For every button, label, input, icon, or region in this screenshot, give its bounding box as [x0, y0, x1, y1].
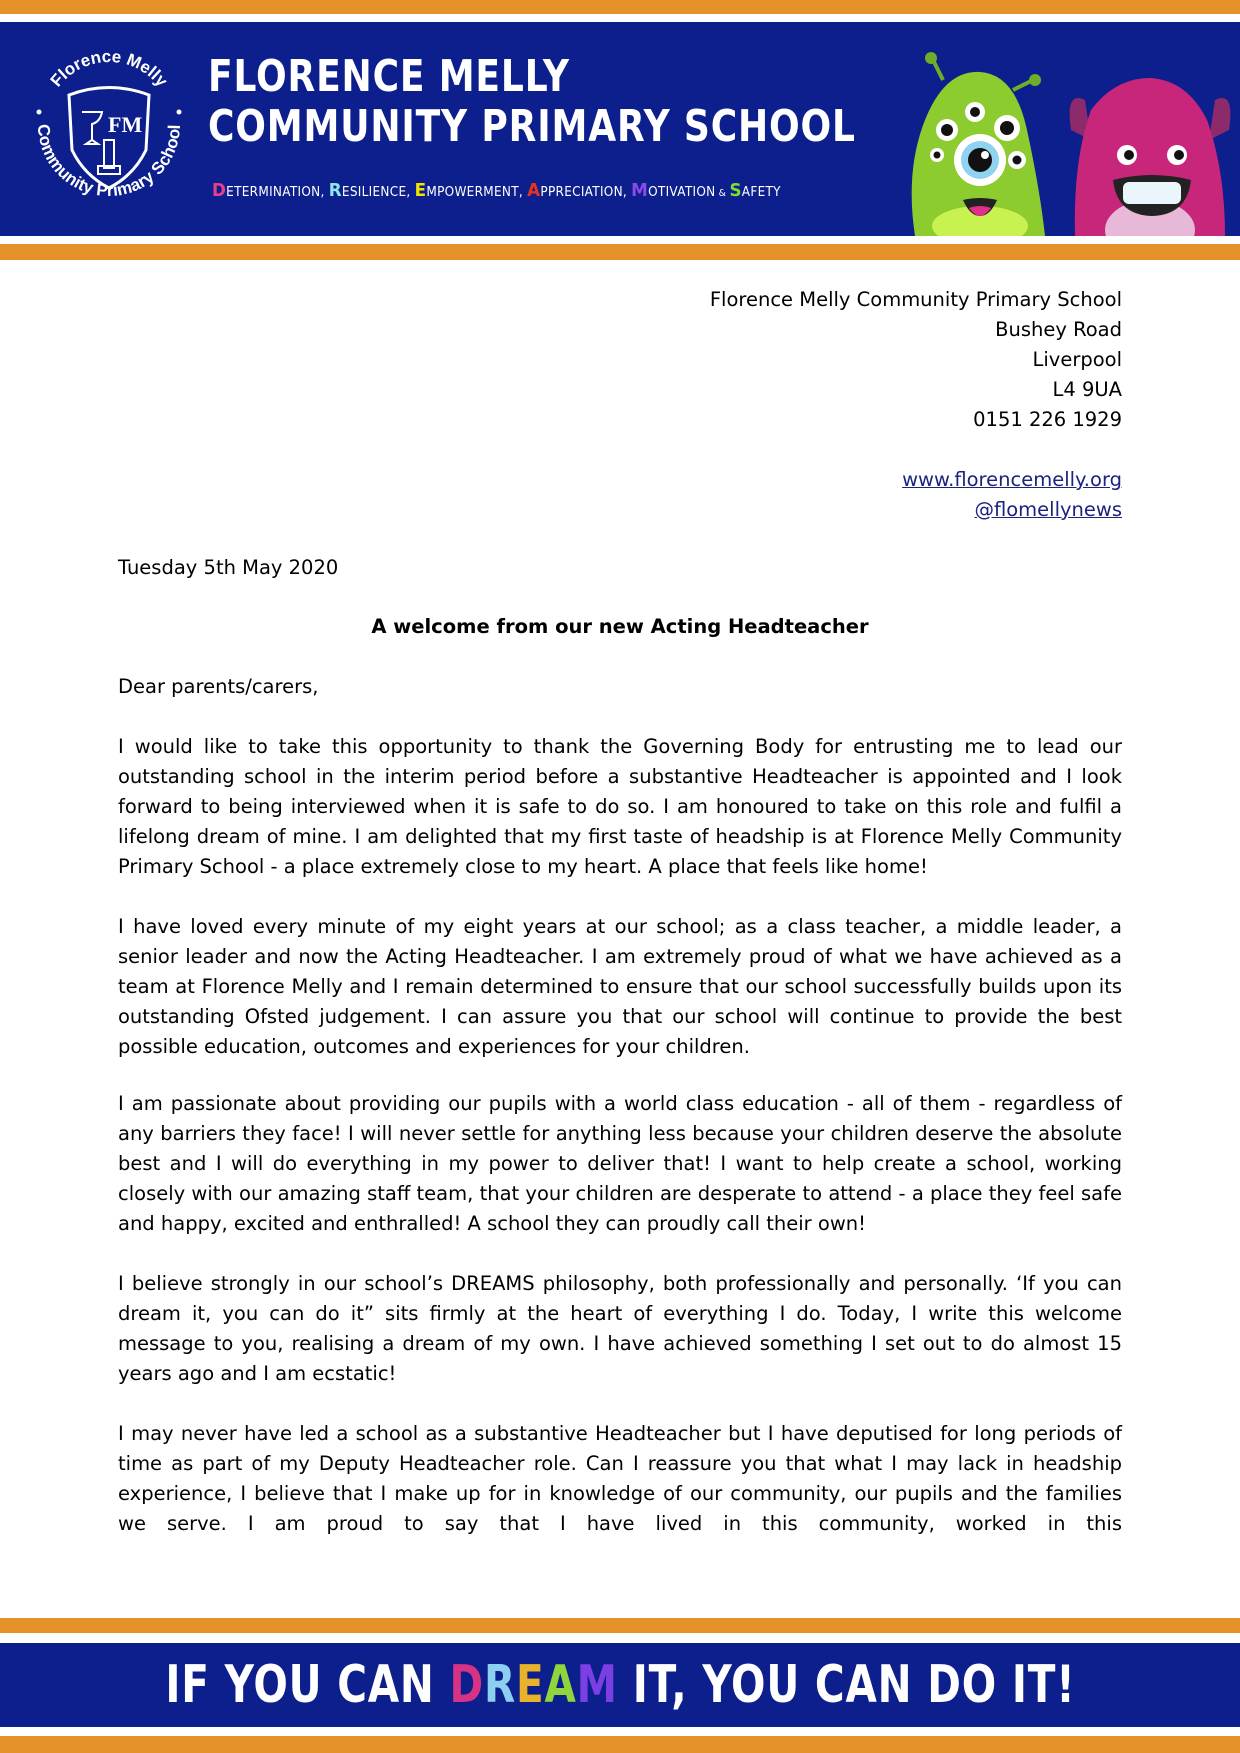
twitter-link[interactable]: @flomellynews — [974, 498, 1122, 521]
value-empowerment: EMPOWERMENT, — [414, 180, 528, 201]
mascot-monsters-illustration — [895, 50, 1240, 236]
letter-paragraph: I would like to take this opportunity to thank the Governing Body for entrusting me to lead our outstanding school in the interim period before a substantive Headteacher is appointed and I look forward to being interviewed when it is safe to do so. I am honoured to take on this role and fulfil a lifelong dream of mine. I am delighted that my first taste of headship is at Florence Melly Community Primary School - a place extremely close to my heart. A place that feels like home! — [118, 735, 1122, 878]
svg-text:Community Primary School: Community Primary School — [33, 123, 185, 201]
school-address-block — [710, 285, 1122, 525]
letter-heading: A welcome from our new Acting Headteacher — [371, 615, 869, 638]
value-resilience: RESILIENCE, — [328, 180, 415, 201]
address-street: Bushey Road — [995, 318, 1122, 341]
footer-motto: IF YOU CAN DREAM IT, YOU CAN DO IT! — [164, 1655, 1076, 1715]
footer-bottom-stripe — [0, 1736, 1240, 1753]
school-title-line1: FLORENCE MELLY — [208, 51, 570, 102]
letter-paragraph: I have loved every minute of my eight years at our school; as a class teacher, a middle leader, a senior leader and now the Acting Headteacher. I am extremely proud of what we have achieved as a team at Florence Melly and I remain determined to ensure that our school successfully builds upon its outstanding Ofsted judgement. I can assure you that our school will continue to provide the best possible education, outcomes and experiences for your children. — [118, 915, 1122, 1058]
address-city: Liverpool — [1032, 348, 1122, 371]
header-bottom-stripe — [0, 244, 1240, 260]
value-determination: DETERMINATION, — [212, 180, 329, 201]
letter-salutation: Dear parents/carers, — [118, 675, 319, 698]
value-safety: SAFETY — [729, 180, 781, 201]
website-link[interactable]: www.florencemelly.org — [902, 468, 1122, 491]
letter-paragraph: I believe strongly in our school’s DREAMS philosophy, both professionally and personally. ‘If you can dream it, you can do it” sits firmly at the heart of everything I do. Today, I write this welcome message to you, realising a dream of my own. I have achieved something I set out to do almost 15 years ago and I am ecstatic! — [118, 1272, 1122, 1385]
school-values-tagline — [212, 180, 781, 201]
pink-monster-icon — [1070, 78, 1231, 236]
green-monster-icon — [912, 52, 1045, 236]
footer-top-stripe — [0, 1618, 1240, 1633]
letter-date: Tuesday 5th May 2020 — [118, 556, 339, 579]
school-crest-logo — [24, 40, 194, 210]
address-spacer — [710, 435, 1122, 465]
letter-paragraph: I may never have led a school as a substantive Headteacher but I have deputised for long periods of time as part of my Deputy Headteacher role. Can I reassure you that what I may lack in headship experience, I believe that I make up for in knowledge of our community, our pupils and the families we serve. I am proud to say that I have lived in this community, worked in this — [118, 1422, 1122, 1535]
svg-text:Florence Melly: Florence Melly — [46, 46, 172, 91]
dream-word: DREAM — [449, 1655, 618, 1715]
school-title — [208, 52, 998, 152]
value-motivation: MOTIVATION & — [631, 180, 730, 201]
address-school-name: Florence Melly Community Primary School — [709, 288, 1122, 311]
svg-text:FM: FM — [108, 112, 143, 137]
value-appreciation: APPRECIATION, — [527, 180, 632, 201]
address-phone: 0151 226 1929 — [973, 408, 1122, 431]
school-title-line2: COMMUNITY PRIMARY SCHOOL — [208, 101, 856, 152]
letter-paragraph: I am passionate about providing our pupils with a world class education - all of them - regardless of any barriers they face! I will never settle for anything less because your children deserve the absolute best and I will do everything in my power to deliver that! I want to help create a school, working closely with our amazing staff team, that your children are desperate to attend - a place they feel safe and happy, excited and enthralled! A school they can proudly call their own! — [118, 1092, 1122, 1235]
address-postcode: L4 9UA — [1052, 378, 1122, 401]
header-top-stripe — [0, 0, 1240, 14]
